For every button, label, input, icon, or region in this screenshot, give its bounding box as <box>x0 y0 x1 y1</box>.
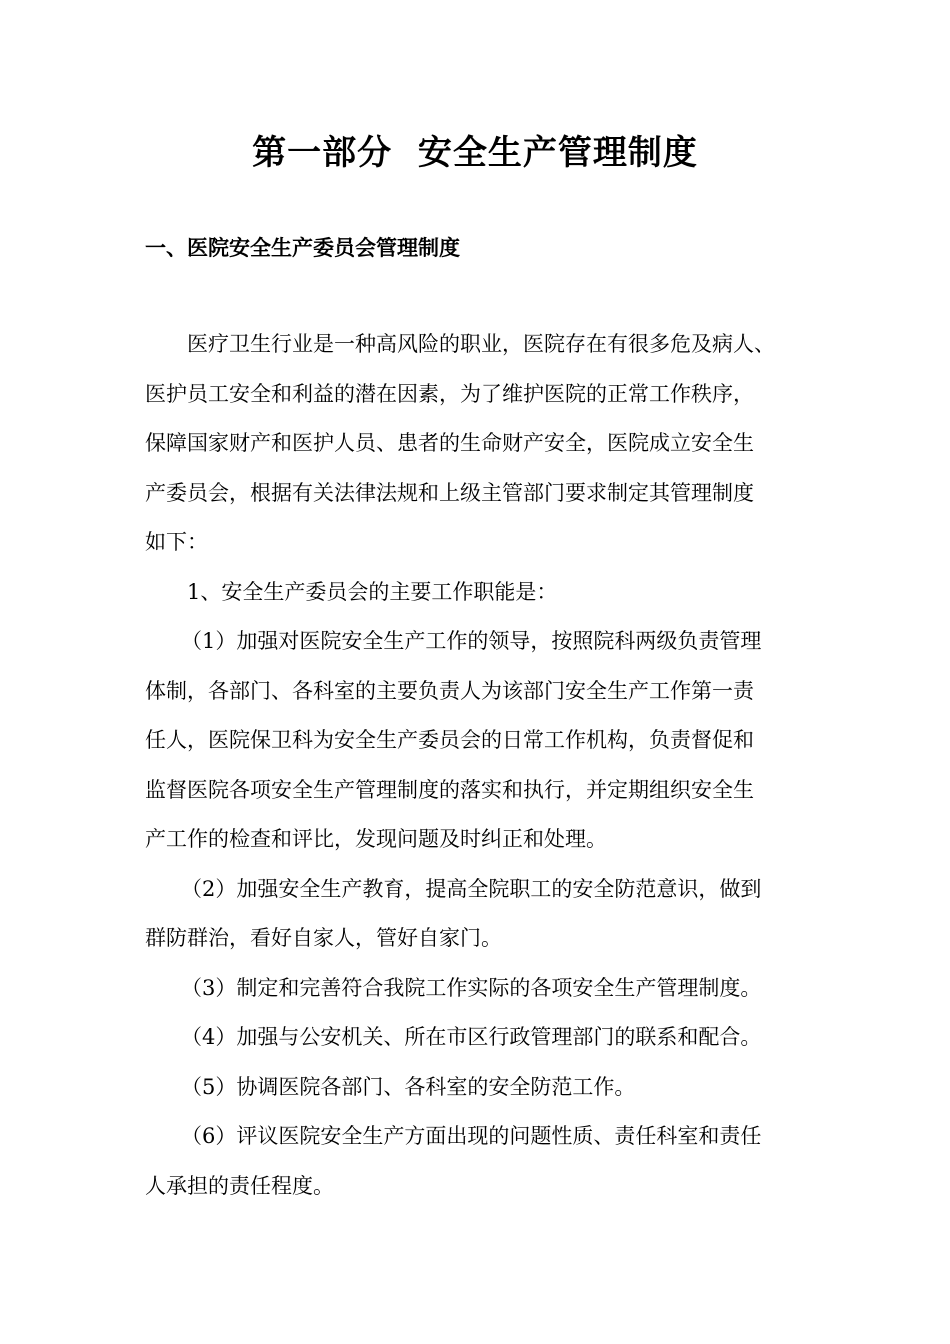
intro-paragraph <box>145 320 825 568</box>
sub-item-6 <box>145 1112 825 1211</box>
text-line: （2）加强安全生产教育，提高全院职工的安全防范意识，做到 <box>181 876 762 901</box>
sub-item-1 <box>145 617 825 865</box>
text-line: （6）评议医院安全生产方面出现的问题性质、责任科室和责任 <box>181 1124 762 1148</box>
sub-item-2 <box>145 865 825 964</box>
sub-item-5 <box>145 1063 825 1113</box>
text-line: 医疗卫生行业是一种高风险的职业，医院存在有很多危及病人、 <box>187 332 775 356</box>
text-line: （3）制定和完善符合我院工作实际的各项安全生产管理制度。 <box>181 975 762 1000</box>
text-line: 医护员工安全和利益的潜在因素，为了维护医院的正常工作秩序， <box>145 381 754 406</box>
text-line: 体制，各部门、各科室的主要负责人为该部门安全生产工作第一责 <box>145 678 754 703</box>
item-1-heading <box>145 568 825 618</box>
document-body <box>145 320 825 1211</box>
text-line: 如下： <box>145 530 208 554</box>
text-line: 任人，医院保卫科为安全生产委员会的日常工作机构，负责督促和 <box>145 728 754 752</box>
text-line: 监督医院各项安全生产管理制度的落实和执行，并定期组织安全生 <box>145 777 754 802</box>
text-line: （5）协调医院各部门、各科室的安全防范工作。 <box>181 1074 636 1099</box>
text-line: （1）加强对医院安全生产工作的领导，按照院科两级负责管理 <box>181 629 762 653</box>
text-line: 人承担的责任程度。 <box>145 1173 334 1198</box>
text-line: 1、安全生产委员会的主要工作职能是： <box>187 579 558 604</box>
text-line: 群防群治，看好自家人，管好自家门。 <box>145 926 502 950</box>
page-title: 第一部分 安全生产管理制度 <box>252 133 698 173</box>
sub-item-4 <box>145 1013 825 1063</box>
text-line: 保障国家财产和医护人员、患者的生命财产安全，医院成立安全生 <box>145 431 754 455</box>
sub-item-3 <box>145 964 825 1014</box>
text-line: 产委员会，根据有关法律法规和上级主管部门要求制定其管理制度 <box>145 480 754 505</box>
section-heading: 一、医院安全生产委员会管理制度 <box>145 236 460 260</box>
text-line: （4）加强与公安机关、所在市区行政管理部门的联系和配合。 <box>181 1025 762 1049</box>
text-line: 产工作的检查和评比，发现问题及时纠正和处理。 <box>145 827 607 851</box>
